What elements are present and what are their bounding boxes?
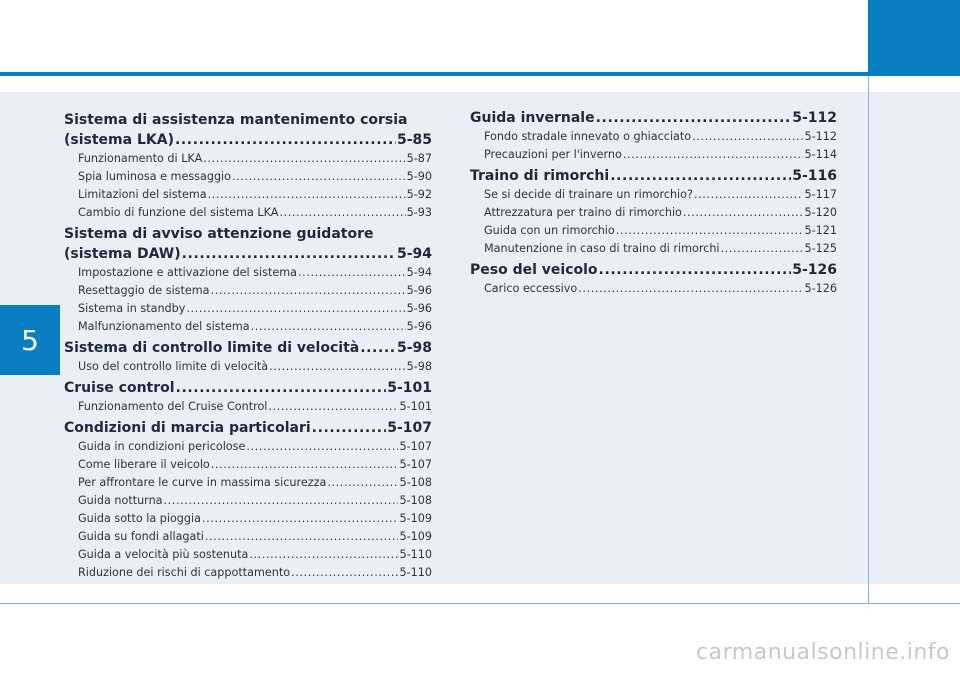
section-title: Peso del veicolo xyxy=(470,262,598,278)
toc-section[interactable] xyxy=(64,338,432,358)
toc-section[interactable] xyxy=(470,166,837,186)
toc-item[interactable]: Precauzioni per l'inverno ..... 5-114 xyxy=(470,146,837,164)
toc-item[interactable]: Guida notturna ..... 5-108 xyxy=(64,492,432,510)
margin-divider xyxy=(868,76,869,604)
toc-item[interactable]: Malfunzionamento del sistema ..... 5-96 xyxy=(64,318,432,336)
side-margin xyxy=(869,92,960,584)
section-title: Sistema di controllo limite di velocità xyxy=(64,340,360,356)
section-page: 5-126 xyxy=(792,262,837,278)
toc-item[interactable]: Funzionamento del Cruise Control ..... 5-101 xyxy=(64,398,432,416)
section-title: (sistema DAW) xyxy=(64,246,181,262)
toc-item[interactable]: Attrezzatura per traino di rimorchio ..... 5-120 xyxy=(470,204,837,222)
toc-item[interactable]: Resettaggio de sistema ..... 5-96 xyxy=(64,282,432,300)
toc-item[interactable]: Manutenzione in caso di traino di rimorchi ..... 5-125 xyxy=(470,240,837,258)
toc-item[interactable]: Guida a velocità più sostenuta ..... 5-110 xyxy=(64,546,432,564)
watermark: carmanualsonline.info xyxy=(696,640,950,665)
section-title: (sistema LKA) xyxy=(64,132,174,148)
section-page: 5-85 xyxy=(396,132,432,148)
header-rule xyxy=(0,72,868,76)
toc-section[interactable] xyxy=(64,224,432,264)
toc-item[interactable]: Riduzione dei rischi di cappottamento ..... 5-110 xyxy=(64,564,432,582)
chapter-tab[interactable]: 5 xyxy=(0,305,60,375)
toc-left-column xyxy=(64,108,432,582)
toc-item[interactable]: Funzionamento di LKA ..... 5-87 xyxy=(64,150,432,168)
toc-item[interactable]: Per affrontare le curve in massima sicurezza ..... 5-108 xyxy=(64,474,432,492)
section-title: Traino di rimorchi xyxy=(470,168,610,184)
section-title: Cruise control xyxy=(64,380,175,396)
section-page: 5-112 xyxy=(792,110,837,126)
section-page: 5-101 xyxy=(387,380,432,396)
toc-section[interactable] xyxy=(64,418,432,438)
toc-section[interactable] xyxy=(64,378,432,398)
toc-item[interactable]: Guida in condizioni pericolose ..... 5-107 xyxy=(64,438,432,456)
toc-section[interactable] xyxy=(64,110,432,150)
toc-item[interactable]: Cambio di funzione del sistema LKA ..... 5-93 xyxy=(64,204,432,222)
toc-item[interactable]: Guida sotto la pioggia ..... 5-109 xyxy=(64,510,432,528)
toc-item[interactable]: Guida con un rimorchio ..... 5-121 xyxy=(470,222,837,240)
toc-item[interactable]: Carico eccessivo ..... 5-126 xyxy=(470,280,837,298)
toc-item[interactable]: Uso del controllo limite di velocità ..... 5-98 xyxy=(64,358,432,376)
section-title-line: Sistema di assistenza mantenimento corsia xyxy=(64,112,408,128)
section-page: 5-116 xyxy=(792,168,837,184)
section-title: Guida invernale xyxy=(470,110,595,126)
section-page: 5-107 xyxy=(387,420,432,436)
section-page: 5-94 xyxy=(396,246,432,262)
corner-tab xyxy=(868,0,960,76)
toc-item[interactable]: Sistema in standby ..... 5-96 xyxy=(64,300,432,318)
footer-rule xyxy=(0,603,960,604)
toc-section[interactable] xyxy=(470,108,837,128)
toc-item[interactable]: Guida su fondi allagati ..... 5-109 xyxy=(64,528,432,546)
toc-item[interactable]: Fondo stradale innevato o ghiacciato ..... 5-112 xyxy=(470,128,837,146)
toc-item[interactable]: Se si decide di trainare un rimorchio? ..... 5-117 xyxy=(470,186,837,204)
toc-item[interactable]: Come liberare il veicolo ..... 5-107 xyxy=(64,456,432,474)
toc-item[interactable]: Impostazione e attivazione del sistema ..... 5-94 xyxy=(64,264,432,282)
toc-item[interactable]: Spia luminosa e messaggio ..... 5-90 xyxy=(64,168,432,186)
section-title: Condizioni di marcia particolari xyxy=(64,420,311,436)
section-title-line: Sistema di avviso attenzione guidatore xyxy=(64,226,374,242)
toc-item[interactable]: Limitazioni del sistema ..... 5-92 xyxy=(64,186,432,204)
toc-section[interactable] xyxy=(470,260,837,280)
section-page: 5-98 xyxy=(396,340,432,356)
toc-right-column xyxy=(470,108,837,298)
